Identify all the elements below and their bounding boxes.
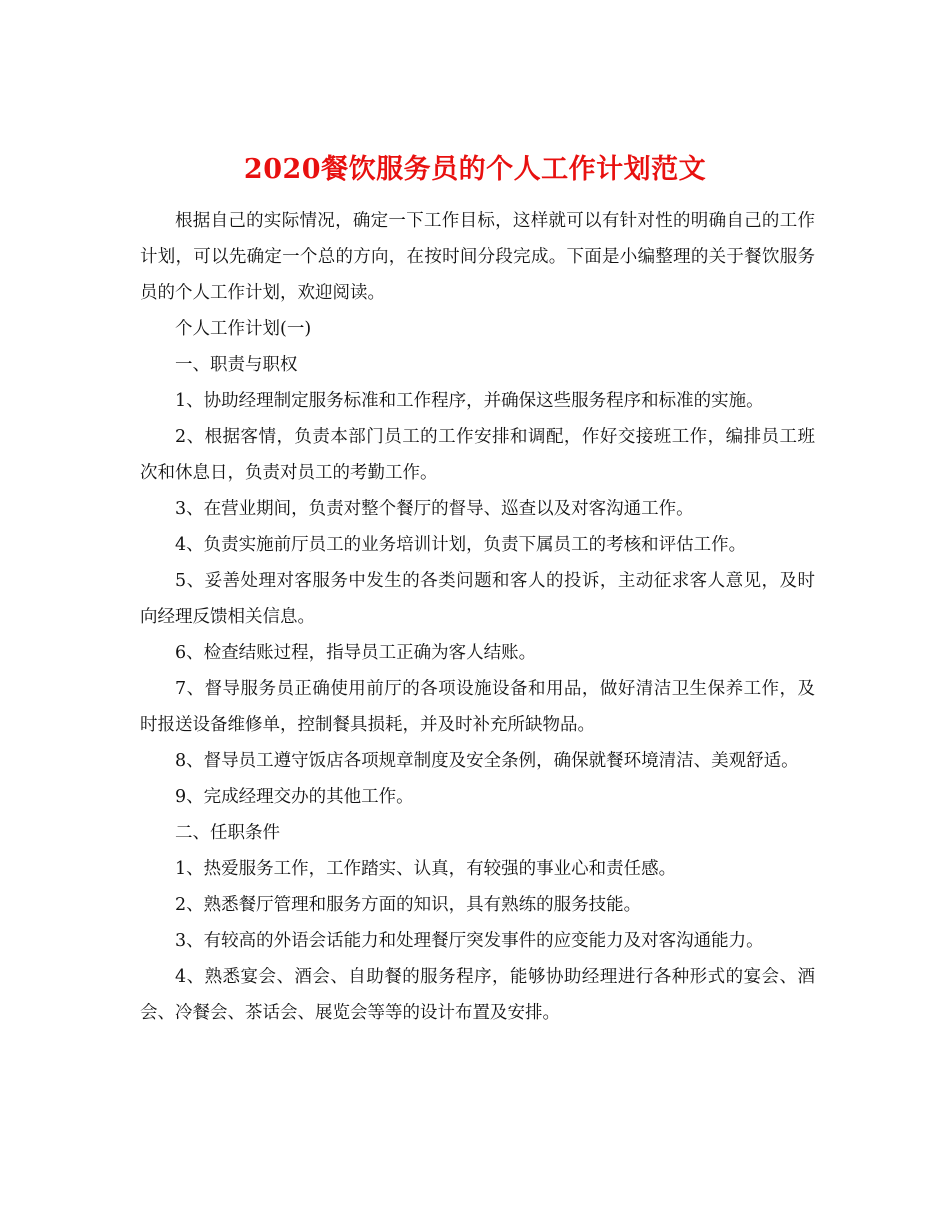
duty-item: 3、在营业期间，负责对整个餐厅的督导、巡查以及对客沟通工作。	[175, 499, 694, 519]
section-heading-qualifications: 二、任职条件	[175, 823, 280, 843]
duty-item: 5、妥善处理对客服务中发生的各类问题和客人的投诉，主动征求客人意见，及时向经理反馈相关信息。	[140, 571, 815, 627]
qualification-item: 1、热爱服务工作，工作踏实、认真，有较强的事业心和责任感。	[175, 859, 677, 879]
document-body	[140, 203, 815, 1031]
section-heading-duties: 一、职责与职权	[175, 355, 298, 375]
duty-item: 4、负责实施前厅员工的业务培训计划，负责下属员工的考核和评估工作。	[175, 535, 747, 555]
duty-item: 7、督导服务员正确使用前厅的各项设施设备和用品，做好清洁卫生保养工作，及时报送设备维修单，控制餐具损耗，并及时补充所缺物品。	[140, 679, 815, 735]
duty-item: 8、督导员工遵守饭店各项规章制度及安全条例，确保就餐环境清洁、美观舒适。	[175, 751, 799, 771]
document-title: 2020餐饮服务员的个人工作计划范文	[243, 154, 707, 186]
qualification-item: 3、有较高的外语会话能力和处理餐厅突发事件的应变能力及对客沟通能力。	[175, 931, 764, 951]
duty-item: 9、完成经理交办的其他工作。	[175, 787, 414, 807]
intro-paragraph: 根据自己的实际情况，确定一下工作目标，这样就可以有针对性的明确自己的工作计划，可以先确定一个总的方向，在按时间分段完成。下面是小编整理的关于餐饮服务员的个人工作计划，欢迎阅读。	[140, 211, 815, 303]
duty-item: 1、协助经理制定服务标准和工作程序，并确保这些服务程序和标准的实施。	[175, 391, 764, 411]
qualification-item: 2、熟悉餐厅管理和服务方面的知识，具有熟练的服务技能。	[175, 895, 642, 915]
section-heading-plan-one: 个人工作计划(一)	[175, 319, 312, 339]
duty-item: 2、根据客情，负责本部门员工的工作安排和调配，作好交接班工作，编排员工班次和休息日，负责对员工的考勤工作。	[140, 427, 815, 483]
duty-item: 6、检查结账过程，指导员工正确为客人结账。	[175, 643, 537, 663]
qualification-item: 4、熟悉宴会、酒会、自助餐的服务程序，能够协助经理进行各种形式的宴会、酒会、冷餐会、茶话会、展览会等等的设计布置及安排。	[140, 967, 815, 1023]
